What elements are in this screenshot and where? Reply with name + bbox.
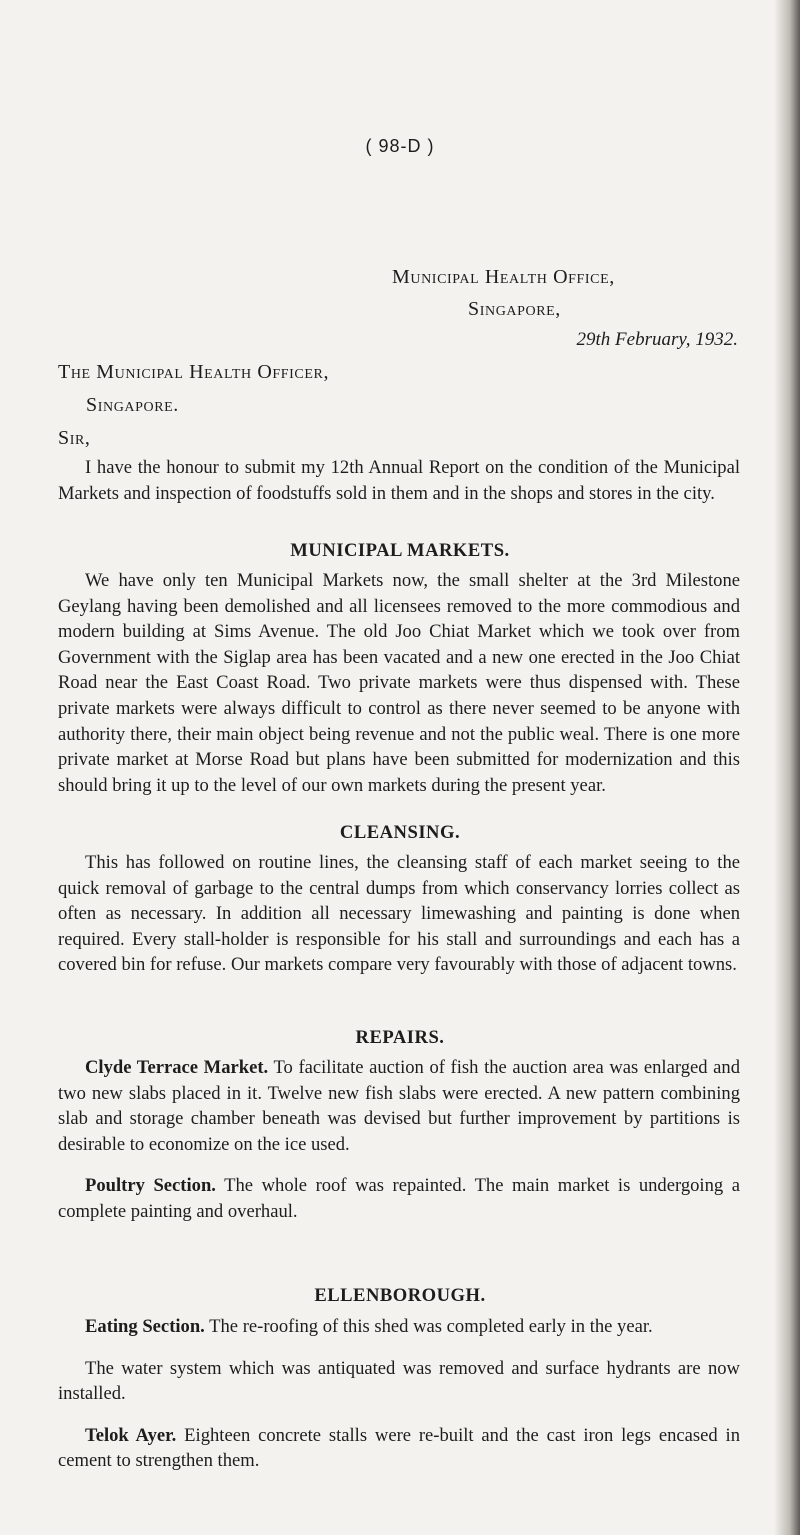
repairs-section [58,1055,740,1225]
telok-ayer-lead: Telok Ayer. [85,1424,177,1446]
heading-repairs: REPAIRS. [355,1027,445,1048]
ellenborough-paragraph-2: The water system which was antiquated was removed and surface hydrants are now installed. [58,1357,740,1405]
eating-section-lead: Eating Section. [85,1316,205,1337]
sender-city: Singapore, [468,298,561,320]
salutation: Sir, [58,427,91,449]
cleansing-section [58,850,740,978]
addressee-city: Singapore. [86,394,179,416]
poultry-section-lead: Poultry Section. [85,1175,216,1197]
ellenborough-paragraph-3 [58,1423,740,1474]
telok-ayer-text: Eighteen concrete stalls were re-built and the cast iron legs encased in cement to strengthen them. [58,1424,740,1472]
eating-section-text: The re-roofing of this shed was completed early in the year. [204,1316,653,1337]
markets-paragraph: We have only ten Municipal Markets now, the small shelter at the 3rd Milestone Geylang having been demolished and all licensees removed to the more commodious and modern building at Sims Avenue. The old Joo Chiat Market which we took over from Government with the Siglap area has been vacated and a new one erected in the Joo Chiat Road near the East Coast Road. Two private markets were thus dispensed with. These private markets were always difficult to control as there never seemed to be anyone with authority there, their main object being revenue and not the public weal. There is one more private market at Morse Road but plans have been submitted for modernization and this should bring it up to the level of our own markets during the present year. [58,570,740,796]
markets-section [58,568,740,798]
intro-paragraph [58,455,740,506]
heading-municipal-markets: MUNICIPAL MARKETS. [290,540,510,561]
clyde-terrace-text: To facilitate auction of fish the auction area was enlarged and two new slabs placed in it. Twelve new fish slabs were erected. A new pattern combining slab and storage chamber beneath was devised but further improvement by partitions is desirable to economize on the ice used. [58,1057,741,1155]
repairs-paragraph-1 [58,1055,740,1157]
page-number: ( 98-D ) [365,136,435,156]
heading-ellenborough: ELLENBOROUGH. [314,1285,486,1306]
sender-office: Municipal Health Office, [392,266,615,288]
addressee-title: The Municipal Health Officer, [58,361,330,383]
poultry-section-text: The whole roof was repainted. The main market is undergoing a complete painting and overhaul. [58,1175,740,1222]
heading-cleansing: CLEANSING. [339,822,461,843]
cleansing-paragraph: This has followed on routine lines, the cleansing staff of each market seeing to the quick removal of garbage to the central dumps from which conservancy lorries collect as often as necessary. In addition all necessary limewashing and painting is done when required. Every stall-holder is responsible for his stall and surroundings and each has a covered bin for refuse. Our markets compare very favourably with those of adjacent towns. [58,852,740,976]
intro-text: I have the honour to submit my 12th Annual Report on the condition of the Municipal Markets and inspection of foodstuffs sold in them and in the shops and stores in the city. [58,457,740,504]
ellenborough-paragraph-1 [58,1314,740,1340]
ellenborough-section [58,1314,740,1474]
letter-date: 29th February, 1932. [576,329,738,350]
clyde-terrace-lead: Clyde Terrace Market. [85,1057,269,1078]
repairs-paragraph-2 [58,1173,740,1224]
